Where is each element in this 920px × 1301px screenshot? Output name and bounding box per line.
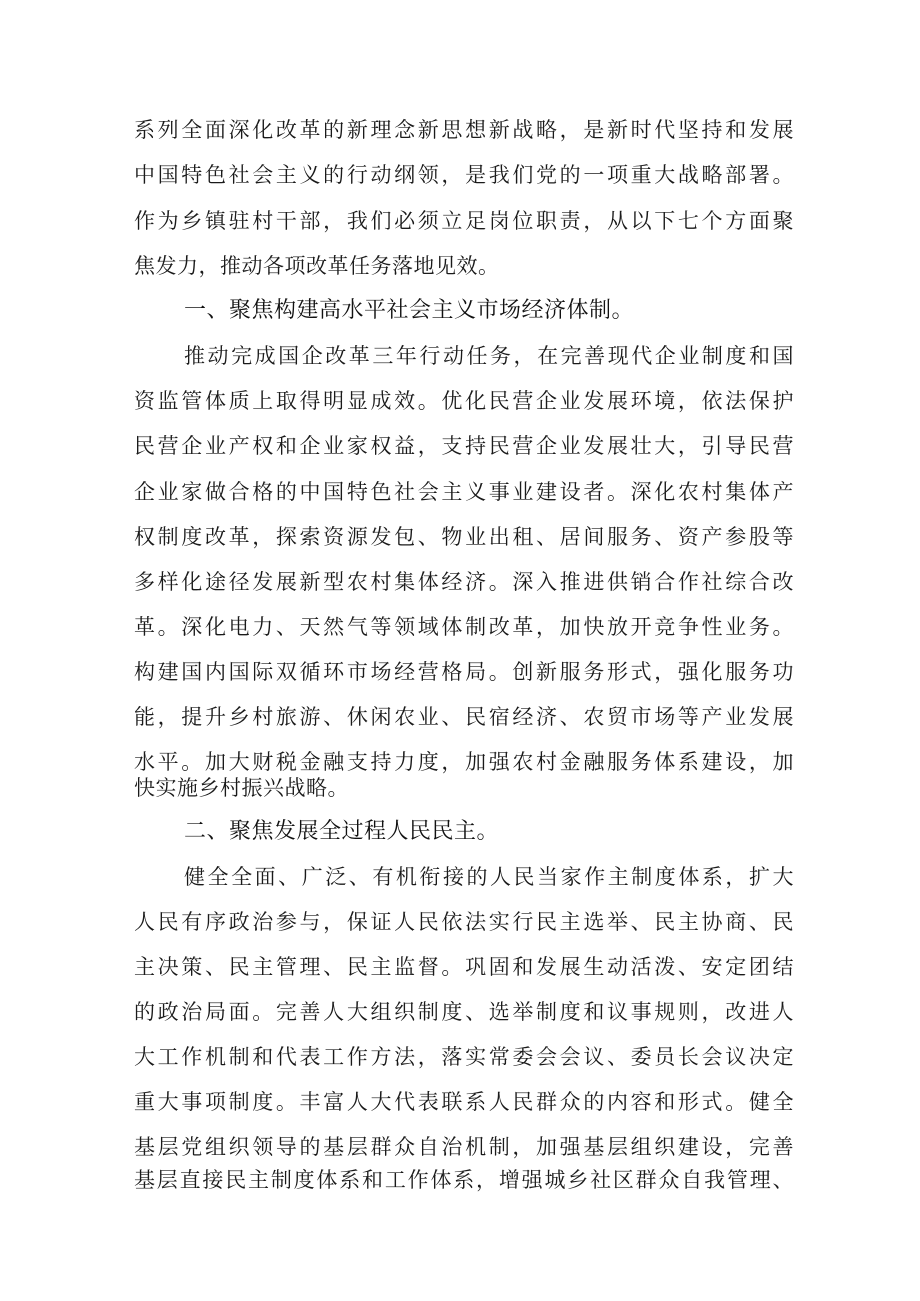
section-2-line-4: 的政治局面。完善人大组织制度、选举制度和议事规则，改进人: [134, 1000, 794, 1024]
section-2-heading: 二、聚焦发展全过程人民民主。: [184, 819, 500, 844]
section-2-line-6: 重大事项制度。丰富人大代表联系人民群众的内容和形式。健全: [134, 1090, 794, 1114]
section-2-line-2: 人民有序政治参与，保证人民依法实行民主选举、民主协商、民: [134, 910, 794, 934]
section-2-line-7: 基层党组织领导的基层群众自治机制，加强基层组织建设，完善: [134, 1135, 794, 1159]
section-1-line-3: 民营企业产权和企业家权益，支持民营企业发展壮大，引导民营: [134, 434, 794, 458]
intro-line-4: 焦发力，推动各项改革任务落地见效。: [134, 254, 500, 278]
intro-line-3: 作为乡镇驻村干部，我们必须立足岗位职责，从以下七个方面聚: [134, 209, 794, 233]
intro-line-1: 系列全面深化改革的新理念新思想新战略，是新时代坚持和发展: [134, 118, 794, 142]
section-1-line-10: 水平。加大财税金融支持力度，加强农村金融服务体系建设，加: [134, 750, 794, 774]
section-1-heading: 一、聚焦构建高水平社会主义市场经济体制。: [184, 298, 635, 323]
section-1-line-2: 资监管体质上取得明显成效。优化民营企业发展环境，依法保护: [134, 389, 794, 413]
section-1-line-7: 革。深化电力、天然气等领域体制改革，加快放开竞争性业务。: [134, 615, 794, 639]
section-1-line-6: 多样化途径发展新型农村集体经济。深入推进供销合作社综合改: [134, 570, 794, 594]
section-2-line-5: 大工作机制和代表工作方法，落实常委会会议、委员长会议决定: [134, 1045, 794, 1069]
section-2-line-8: 基层直接民主制度体系和工作体系，增强城乡社区群众自我管理、: [134, 1168, 794, 1192]
section-2-line-1: 健全全面、广泛、有机衔接的人民当家作主制度体系，扩大: [184, 865, 794, 889]
intro-line-2: 中国特色社会主义的行动纲领，是我们党的一项重大战略部署。: [134, 163, 794, 187]
section-1-line-9: 能，提升乡村旅游、休闲农业、民宿经济、农贸市场等产业发展: [134, 705, 794, 729]
section-1-line-8: 构建国内国际双循环市场经营格局。创新服务形式，强化服务功: [134, 660, 794, 684]
section-1-line-1: 推动完成国企改革三年行动任务，在完善现代企业制度和国: [184, 344, 794, 368]
section-1-line-11: 快实施乡村振兴战略。: [134, 776, 349, 800]
section-2-line-3: 主决策、民主管理、民主监督。巩固和发展生动活泼、安定团结: [134, 955, 794, 979]
section-1-line-5: 权制度改革，探索资源发包、物业出租、居间服务、资产参股等: [134, 525, 794, 549]
section-1-line-4: 企业家做合格的中国特色社会主义事业建设者。深化农村集体产: [134, 480, 794, 504]
